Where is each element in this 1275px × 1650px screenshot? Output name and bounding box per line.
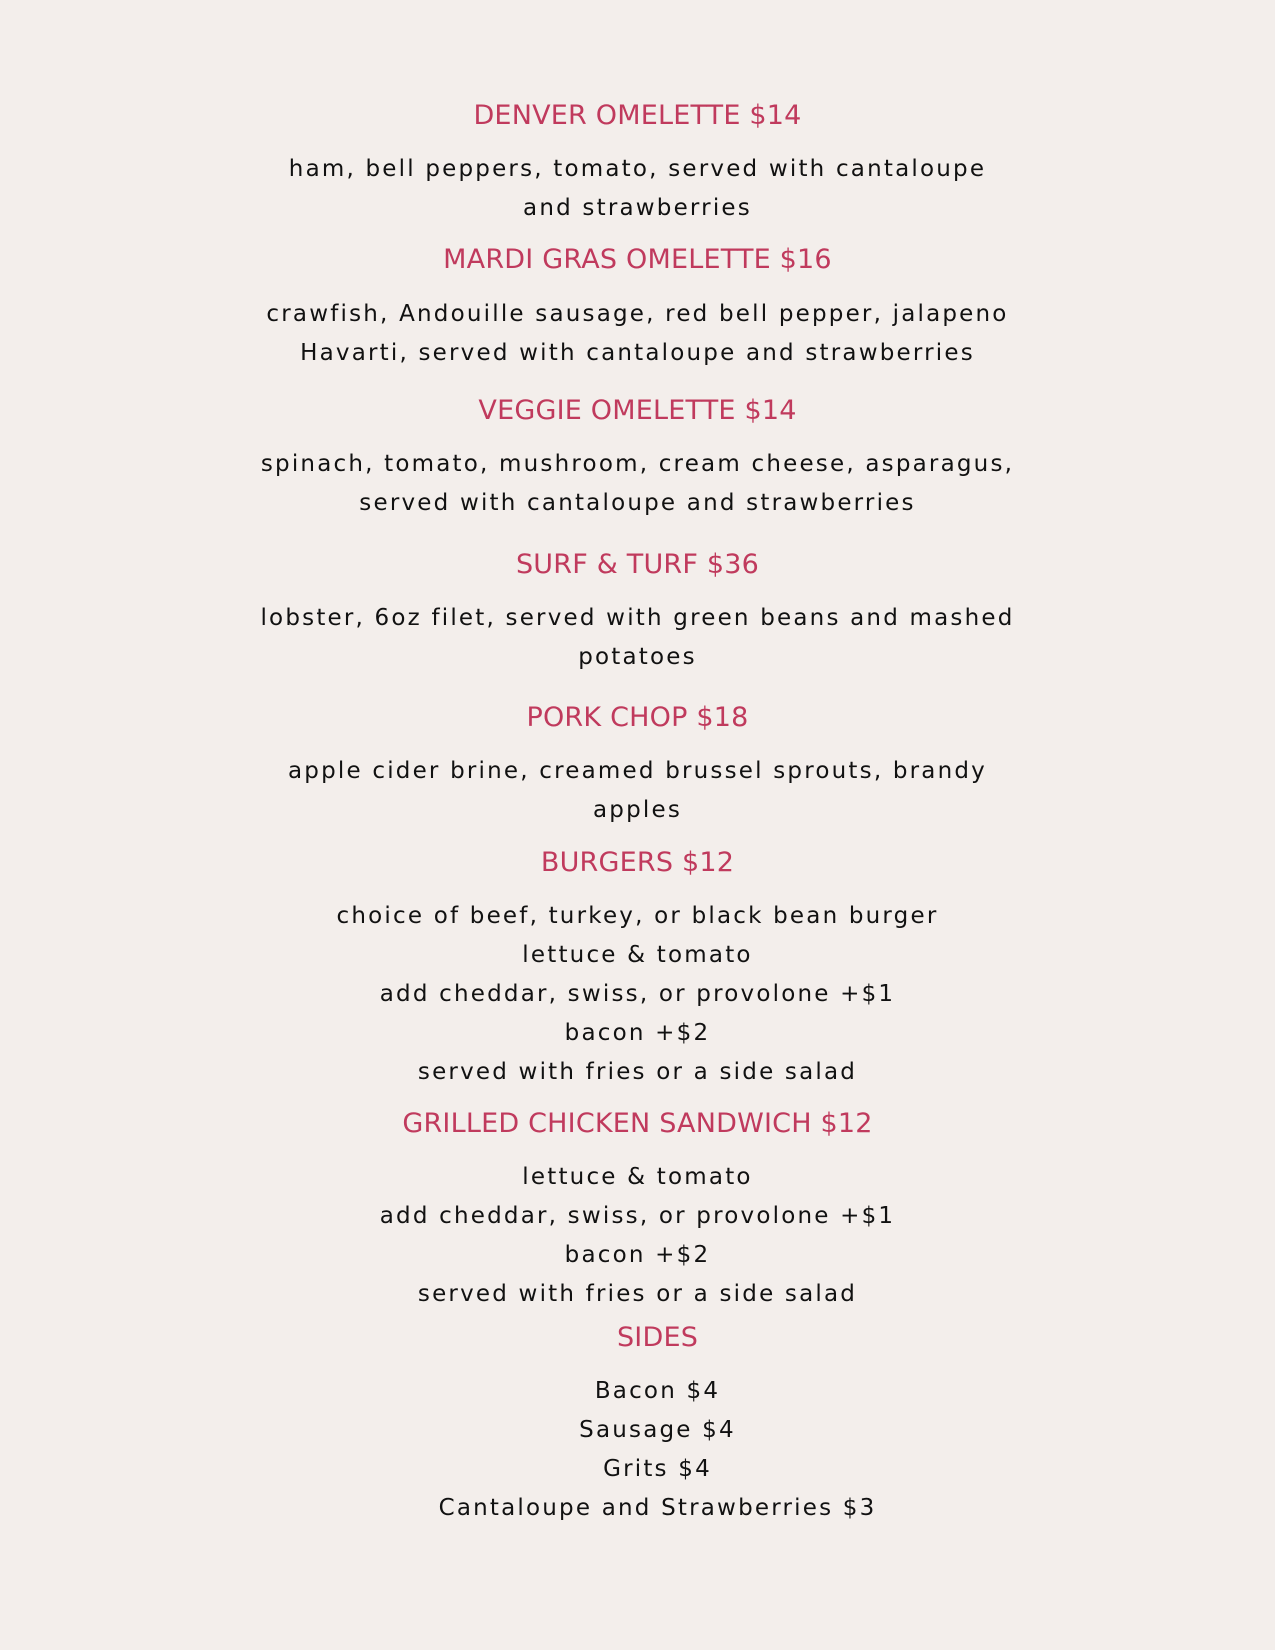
- side-item: Bacon $4: [594, 1378, 721, 1404]
- item-description-line: potatoes: [578, 644, 697, 670]
- sides-title: SIDES: [616, 1322, 699, 1353]
- item-description-line: served with fries or a side salad: [417, 1281, 858, 1307]
- item-description-line: add cheddar, swiss, or provolone +$1: [379, 1203, 896, 1229]
- item-description-line: ham, bell peppers, tomato, served with cantaloupe: [288, 156, 987, 182]
- item-description-line: lettuce & tomato: [522, 1164, 753, 1190]
- side-item: Sausage $4: [579, 1417, 736, 1443]
- item-title-grilled-chicken-sandwich: GRILLED CHICKEN SANDWICH $12: [402, 1108, 873, 1139]
- item-title-pork-chop: PORK CHOP $18: [526, 702, 749, 733]
- item-title-surf-and-turf: SURF & TURF $36: [515, 549, 760, 580]
- item-title-veggie-omelette: VEGGIE OMELETTE $14: [478, 395, 797, 426]
- item-description-line: Havarti, served with cantaloupe and strawberries: [300, 340, 975, 366]
- item-description-line: add cheddar, swiss, or provolone +$1: [379, 981, 896, 1007]
- item-title-denver-omelette: DENVER OMELETTE $14: [473, 100, 802, 131]
- item-description-line: crawfish, Andouille sausage, red bell pepper, jalapeno: [266, 301, 1009, 327]
- item-description-line: bacon +$2: [564, 1020, 711, 1046]
- item-title-burgers: BURGERS $12: [540, 847, 735, 878]
- item-description-line: served with cantaloupe and strawberries: [359, 490, 916, 516]
- item-description-line: apple cider brine, creamed brussel sprouts, brandy: [288, 758, 987, 784]
- item-description-line: bacon +$2: [564, 1242, 711, 1268]
- item-description-line: choice of beef, turkey, or black bean burger: [336, 903, 939, 929]
- item-description-line: lettuce & tomato: [522, 942, 753, 968]
- item-description-line: lobster, 6oz filet, served with green beans and mashed: [260, 605, 1015, 631]
- item-title-mardi-gras-omelette: MARDI GRAS OMELETTE $16: [443, 244, 832, 275]
- item-description-line: spinach, tomato, mushroom, cream cheese, asparagus,: [260, 451, 1015, 477]
- side-item: Cantaloupe and Strawberries $3: [438, 1495, 877, 1521]
- side-item: Grits $4: [603, 1456, 712, 1482]
- item-description-line: and strawberries: [523, 195, 752, 221]
- item-description-line: served with fries or a side salad: [417, 1059, 858, 1085]
- item-description-line: apples: [592, 797, 683, 823]
